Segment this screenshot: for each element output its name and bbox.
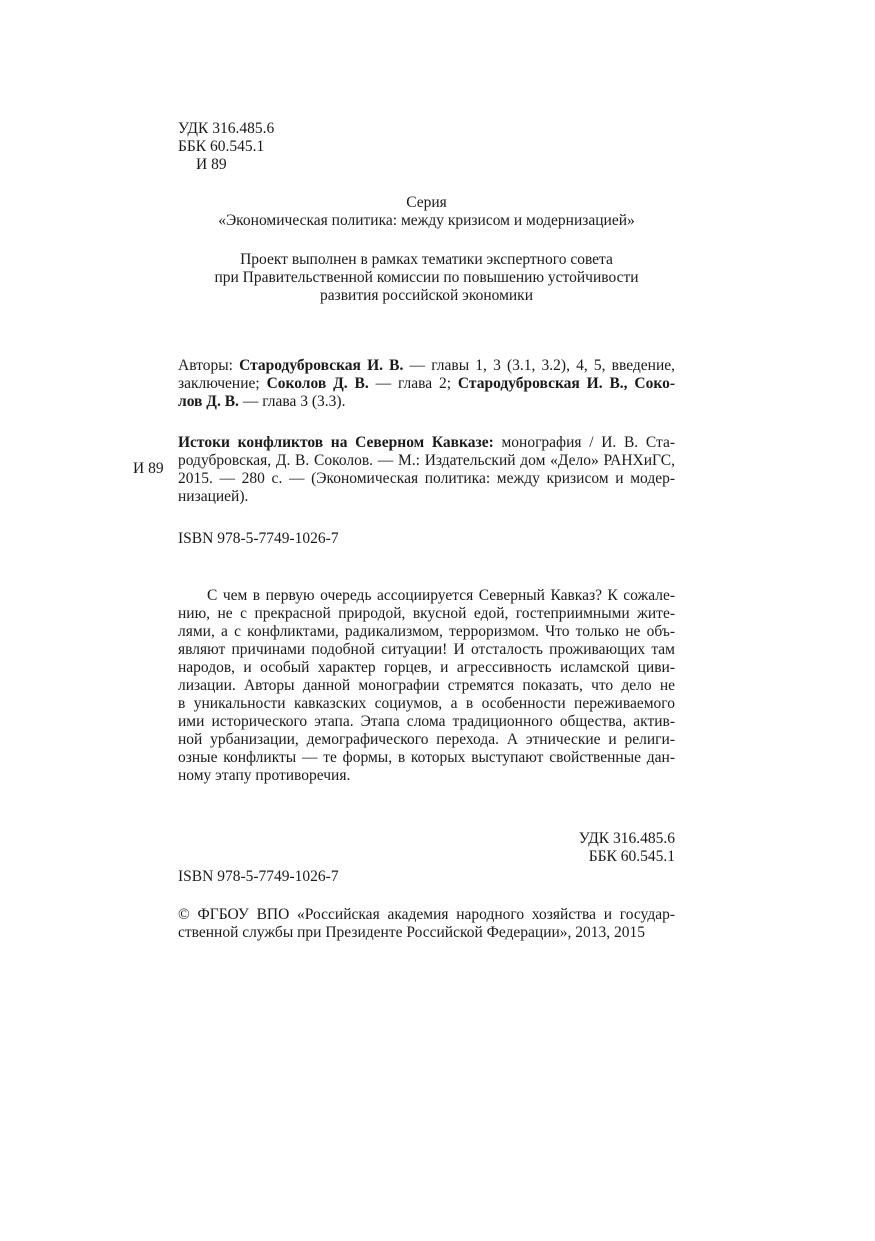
authors-line-1: Авторы: Стародубровская И. В. — главы 1, 3 (3.1, 3.2), 4, 5, введение,: [178, 357, 675, 374]
bibl-line-4: низацией).: [178, 488, 249, 505]
series-block: [178, 194, 675, 230]
copyright-line-1: © ФГБОУ ВПО «Российская академия народного хозяйства и государ-: [178, 906, 675, 923]
authors-line-2: заключение; Соколов Д. В. — глава 2; Стародубровская И. В., Соко-: [178, 375, 675, 392]
classification-codes-top: [178, 120, 274, 174]
bibl-line-3: 2015. — 280 с. — (Экономическая политика: между кризисом и модер-: [178, 470, 675, 487]
series-label: Серия: [406, 194, 447, 211]
isbn-top-text: ISBN 978-5-7749-1026-7: [178, 530, 339, 547]
project-line-2: при Правительственной комиссии по повышению устойчивости: [214, 269, 639, 286]
project-line-1: Проект выполнен в рамках тематики экспертного совета: [240, 251, 613, 268]
abstract-line: С чем в первую очередь ассоциируется Северный Кавказ? К сожале-: [207, 587, 675, 604]
abstract-line: ному этапу противоречия.: [178, 767, 351, 784]
abstract-line: ной урбанизации, демографического перехода. А этнические и религи-: [178, 731, 675, 748]
authors-block: [178, 357, 675, 411]
udk-code: УДК 316.485.6: [178, 120, 275, 137]
bbk-code-bottom: ББК 60.545.1: [588, 848, 675, 865]
abstract-line: в уникальности кавказских социумов, а в особенности переживаемого: [178, 695, 675, 712]
abstract-line: лями, а с конфликтами, радикализмом, терроризмом. Что только не объ-: [178, 623, 675, 640]
bibl-line-1: Истоки конфликтов на Северном Кавказе: монография / И. В. Ста-: [178, 434, 675, 451]
copyright-notice: [178, 906, 675, 942]
abstract-line: ими исторического этапа. Этапа слома традиционного общества, актив-: [178, 713, 675, 730]
bibl-line-2: родубровская, Д. В. Соколов. — М.: Издательский дом «Дело» РАНХиГС,: [178, 452, 675, 469]
isbn-top: [178, 530, 675, 548]
abstract-line: народов, и особый характер горцев, и агрессивность исламской циви-: [178, 659, 675, 676]
classification-codes-bottom: [178, 830, 675, 866]
author-code: И 89: [196, 156, 227, 173]
copyright-line-2: ственной службы при Президенте Российской Федерации», 2013, 2015: [178, 924, 646, 941]
project-line-3: развития российской экономики: [319, 287, 534, 304]
bbk-code: ББК 60.545.1: [178, 138, 265, 155]
project-note: [178, 250, 675, 304]
series-name: «Экономическая политика: между кризисом и модернизацией»: [218, 212, 635, 229]
abstract-line: нию, не с прекрасной природой, вкусной едой, гостеприимными жите-: [178, 605, 675, 622]
abstract-line: озные конфликты — те формы, в которых выступают свойственные дан-: [178, 749, 675, 766]
side-author-code: И 89: [133, 460, 164, 477]
abstract: [178, 587, 675, 785]
abstract-line: лизации. Авторы данной монографии стремятся показать, что дело не: [178, 677, 675, 694]
udk-code-bottom: УДК 316.485.6: [578, 830, 675, 847]
isbn-bottom: [178, 868, 675, 886]
authors-line-3: лов Д. В. — глава 3 (3.3).: [178, 393, 346, 410]
bibliographic-description: [178, 434, 675, 506]
isbn-bottom-text: ISBN 978-5-7749-1026-7: [178, 868, 339, 885]
abstract-line: являют причинами подобной ситуации! И отсталость проживающих там: [178, 641, 675, 658]
